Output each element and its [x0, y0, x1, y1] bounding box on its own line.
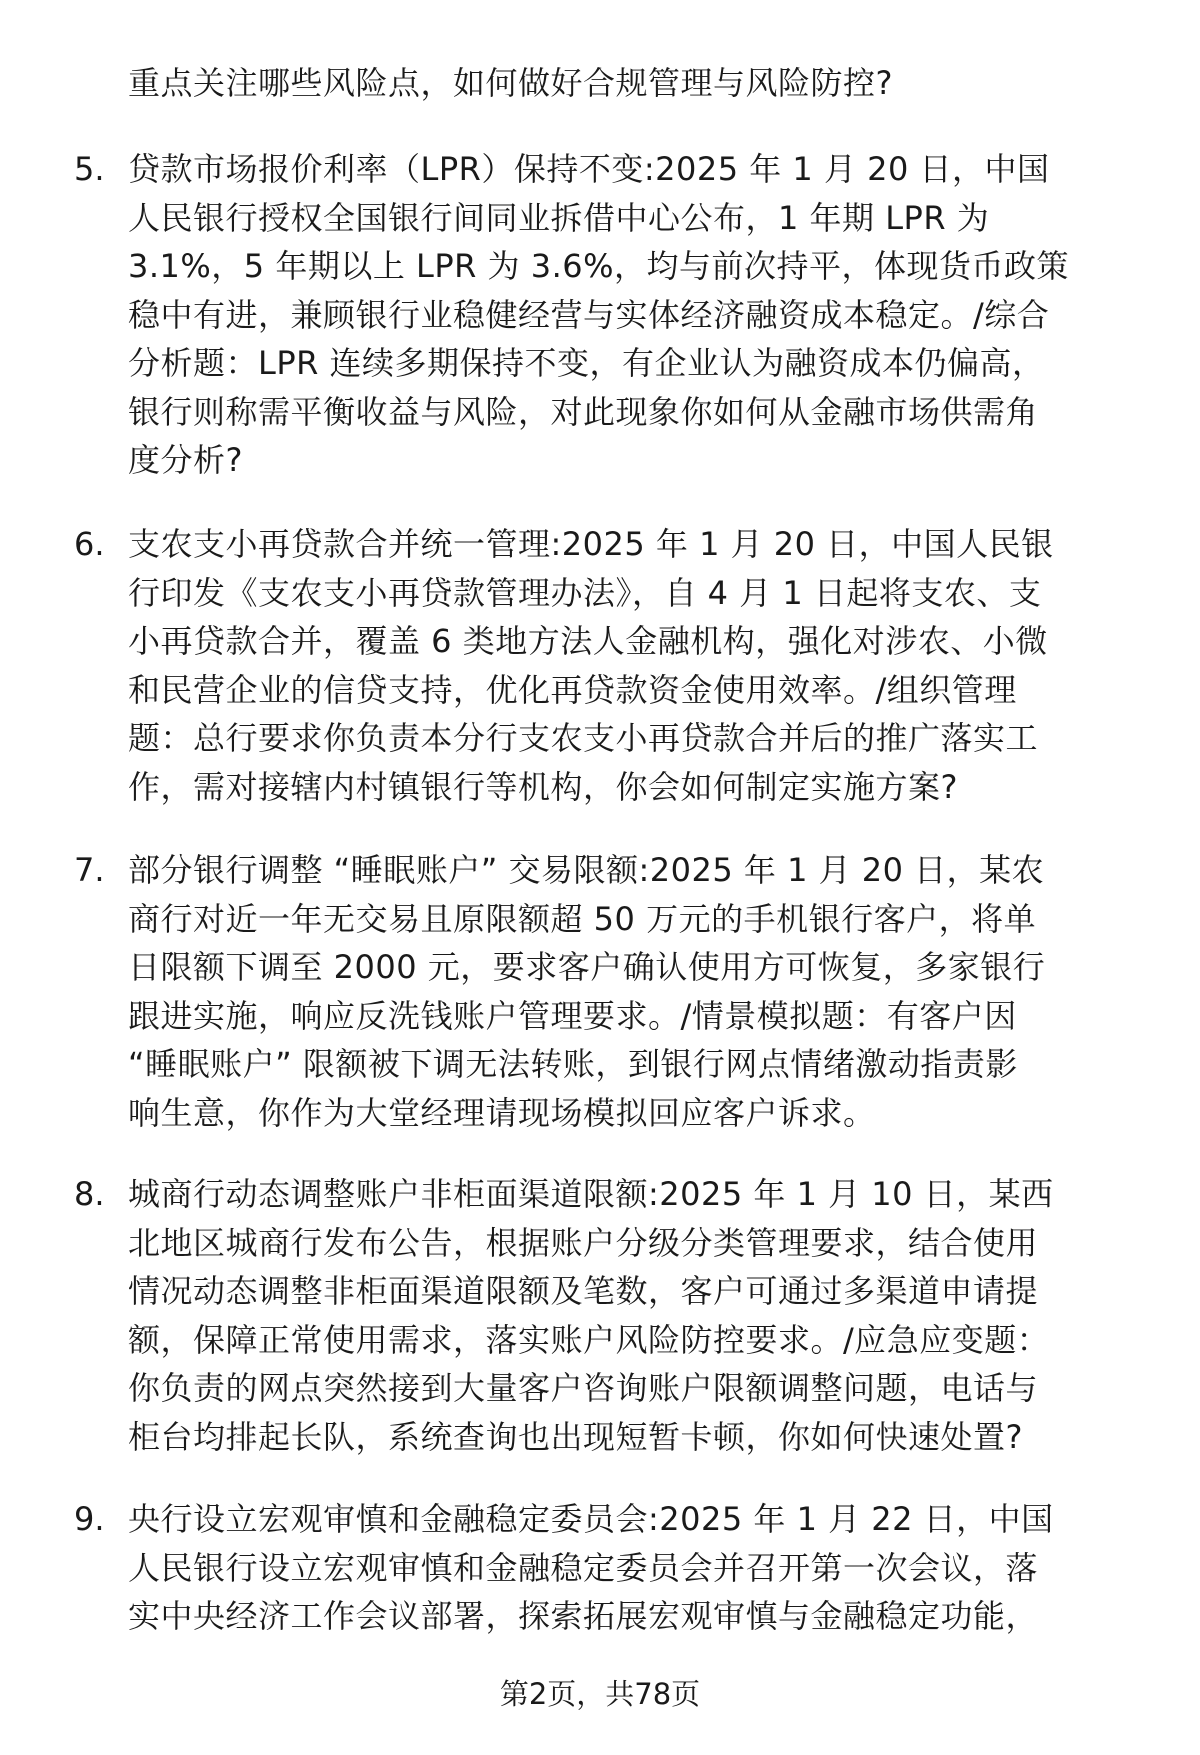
item-text-line: 小再贷款合并，覆盖 6 类地方法人金融机构，强化对涉农、小微 [128, 622, 1048, 660]
item-text-line: 商行对近一年无交易且原限额超 50 万元的手机银行客户，将单 [128, 899, 1037, 938]
item-text-line: 部分银行调整 “睡眠账户” 交易限额:2025 年 1 月 20 日，某农 [128, 851, 1045, 889]
item-text-line: 跟进实施，响应反洗钱账户管理要求。/情景模拟题：有客户因 [128, 996, 1017, 1035]
item-text-line: 银行则称需平衡收益与风险，对此现象你如何从金融市场供需角 [128, 392, 1039, 431]
item-text-line: 分析题：LPR 连续多期保持不变，有企业认为融资成本仍偏高， [128, 344, 1045, 382]
item-text-line: 作，需对接辖内村镇银行等机构，你会如何制定实施方案? [128, 767, 958, 806]
item-number: 9. [74, 1500, 105, 1538]
item-number: 8. [74, 1175, 105, 1213]
item-text-line: 支农支小再贷款合并统一管理:2025 年 1 月 20 日，中国人民银 [128, 525, 1054, 563]
item-text-line: 柜台均排起长队，系统查询也出现短暂卡顿，你如何快速处置? [128, 1417, 1023, 1456]
item-text-line: 央行设立宏观审慎和金融稳定委员会:2025 年 1 月 22 日，中国 [128, 1500, 1054, 1538]
item-text-line: 实中央经济工作会议部署，探索拓展宏观审慎与金融稳定功能， [128, 1597, 1039, 1635]
item-text-line: 人民银行授权全国银行间同业拆借中心公布，1 年期 LPR 为 [128, 198, 990, 237]
item-text-line: 响生意，你作为大堂经理请现场模拟回应客户诉求。 [128, 1093, 876, 1132]
item-text-line: 和民营企业的信贷支持，优化再贷款资金使用效率。/组织管理 [128, 670, 1017, 709]
item-text-line: 北地区城商行发布公告，根据账户分级分类管理要求，结合使用 [128, 1223, 1039, 1262]
item-text-line: 人民银行设立宏观审慎和金融稳定委员会并召开第一次会议，落 [128, 1548, 1039, 1587]
item-text-line: 你负责的网点突然接到大量客户咨询账户限额调整问题，电话与 [128, 1369, 1039, 1407]
page-number: 第2页，共78页 [499, 1677, 701, 1711]
item-text-line: 题：总行要求你负责本分行支农支小再贷款合并后的推广落实工 [128, 719, 1039, 757]
item-text-line: 额，保障正常使用需求，落实账户风险防控要求。/应急应变题： [128, 1320, 1050, 1359]
item-text-line: “睡眠账户” 限额被下调无法转账，到银行网点情绪激动指责影 [128, 1045, 1018, 1083]
item-text-line: 3.1%，5 年期以上 LPR 为 3.6%，均与前次持平，体现货币政策 [128, 247, 1070, 285]
item-text-line: 城商行动态调整账户非柜面渠道限额:2025 年 1 月 10 日，某西 [128, 1175, 1054, 1213]
item-text-line: 度分析? [128, 441, 243, 479]
item-text-line: 稳中有进，兼顾银行业稳健经营与实体经济融资成本稳定。/综合 [128, 295, 1050, 334]
item-number: 5. [74, 150, 105, 188]
item-number: 6. [74, 525, 105, 563]
item-text-line: 行印发《支农支小再贷款管理办法》，自 4 月 1 日起将支农、支 [128, 573, 1042, 612]
continuation-text: 重点关注哪些风险点，如何做好合规管理与风险防控? [128, 64, 893, 102]
item-text-line: 贷款市场报价利率（LPR）保持不变:2025 年 1 月 20 日，中国 [128, 150, 1050, 188]
item-number: 7. [74, 851, 105, 889]
item-text-line: 日限额下调至 2000 元，要求客户确认使用方可恢复，多家银行 [128, 948, 1046, 986]
item-text-line: 情况动态调整非柜面渠道限额及笔数，客户可通过多渠道申请提 [128, 1272, 1039, 1310]
